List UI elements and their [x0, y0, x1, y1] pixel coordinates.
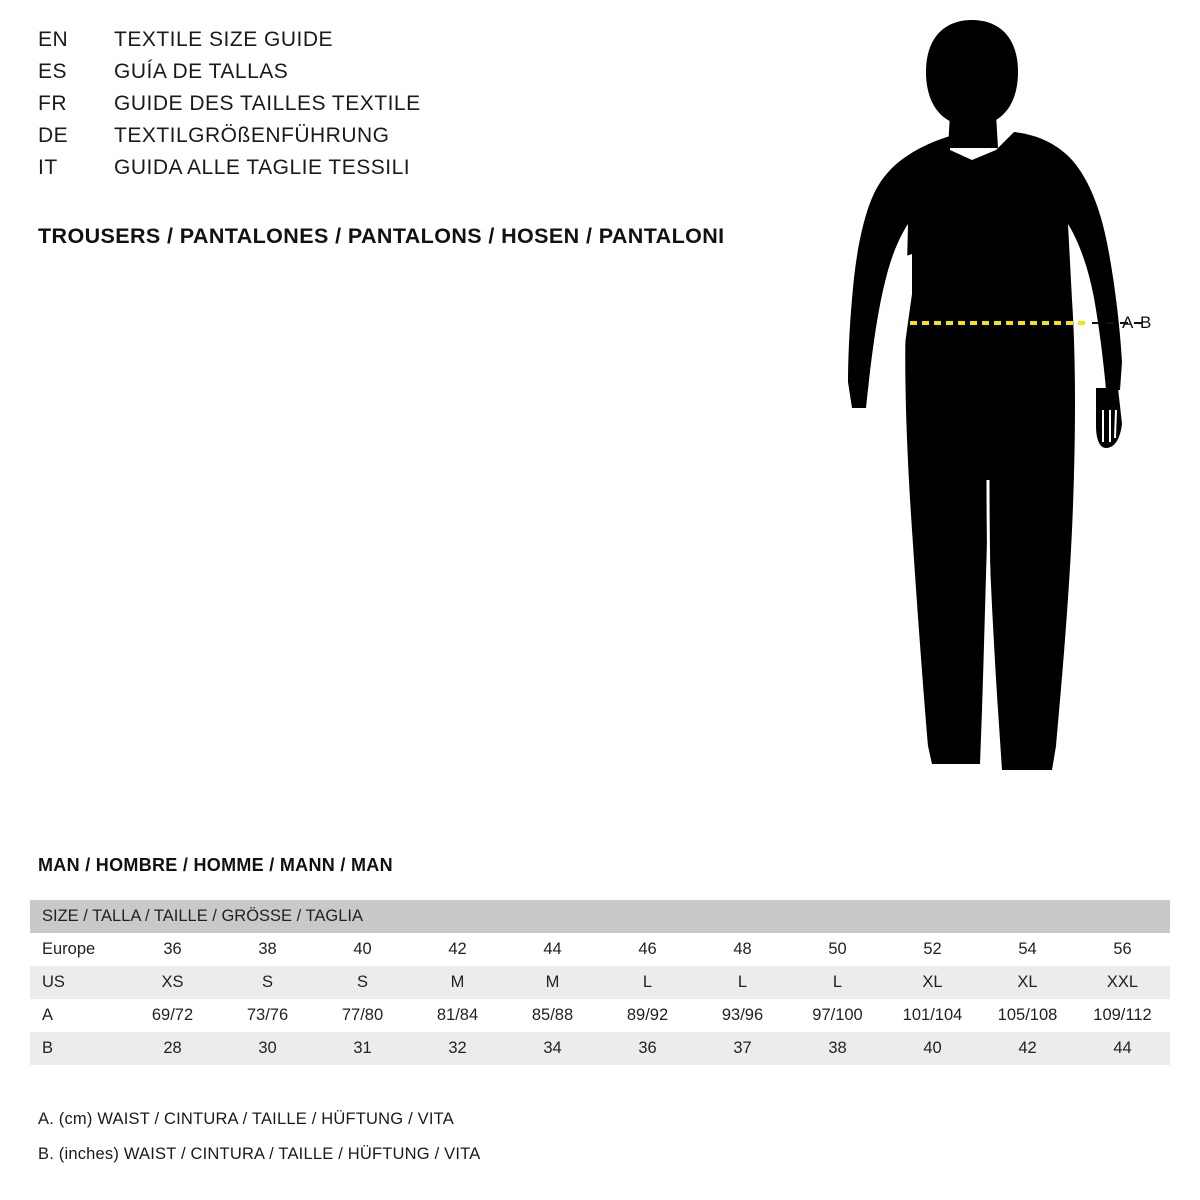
table-header-row [30, 900, 1170, 933]
table-cell: 42 [980, 1032, 1075, 1065]
table-cell: 109/112 [1075, 999, 1170, 1032]
table-cell: 34 [505, 1032, 600, 1065]
garment-type-title: TROUSERS / PANTALONES / PANTALONS / HOSEN / PANTALONI [38, 224, 725, 248]
table-cell: XL [980, 966, 1075, 999]
row-label: A [30, 999, 125, 1032]
table-cell: 36 [600, 1032, 695, 1065]
male-figure-illustration [800, 10, 1200, 800]
table-cell: 77/80 [315, 999, 410, 1032]
table-cell: 31 [315, 1032, 410, 1065]
table-cell: S [220, 966, 315, 999]
table-cell: M [410, 966, 505, 999]
table-row [30, 966, 1170, 999]
language-text: TEXTILGRÖßENFÜHRUNG [114, 124, 390, 147]
language-row [38, 60, 798, 92]
table-cell: 37 [695, 1032, 790, 1065]
table-cell: 85/88 [505, 999, 600, 1032]
table-cell: 28 [125, 1032, 220, 1065]
table-cell: 56 [1075, 933, 1170, 966]
table-cell: 93/96 [695, 999, 790, 1032]
table-cell: 40 [315, 933, 410, 966]
language-text: TEXTILE SIZE GUIDE [114, 28, 334, 51]
table-cell: 50 [790, 933, 885, 966]
table-cell: L [695, 966, 790, 999]
table-cell: 46 [600, 933, 695, 966]
table-cell: 44 [1075, 1032, 1170, 1065]
table-header-label: SIZE / TALLA / TAILLE / GRÖSSE / TAGLIA [30, 900, 1170, 933]
language-row [38, 28, 798, 60]
language-text: GUÍA DE TALLAS [114, 60, 289, 83]
language-code: FR [38, 92, 67, 115]
table-cell: 105/108 [980, 999, 1075, 1032]
measure-label-ab: A-B [1122, 313, 1152, 332]
language-code: EN [38, 28, 69, 51]
language-title-block [38, 28, 798, 188]
row-label: US [30, 966, 125, 999]
table-row [30, 1032, 1170, 1065]
table-cell: 38 [220, 933, 315, 966]
table-cell: XS [125, 966, 220, 999]
table-row [30, 999, 1170, 1032]
table-cell: 54 [980, 933, 1075, 966]
table-cell: S [315, 966, 410, 999]
table-cell: M [505, 966, 600, 999]
table-cell: 101/104 [885, 999, 980, 1032]
table-cell: L [600, 966, 695, 999]
language-code: ES [38, 60, 68, 83]
silhouette-shape [848, 20, 1122, 770]
size-table [30, 900, 1170, 1065]
language-row [38, 92, 798, 124]
table-cell: 38 [790, 1032, 885, 1065]
table-section-label: MAN / HOMBRE / HOMME / MANN / MAN [38, 855, 393, 875]
table-cell: 40 [885, 1032, 980, 1065]
footnote-b: B. (inches) WAIST / CINTURA / TAILLE / HÜFTUNG / VITA [38, 1145, 481, 1163]
table-cell: 30 [220, 1032, 315, 1065]
table-cell: 36 [125, 933, 220, 966]
table-row [30, 933, 1170, 966]
table-cell: XXL [1075, 966, 1170, 999]
table-cell: 52 [885, 933, 980, 966]
table-cell: L [790, 966, 885, 999]
table-cell: 32 [410, 1032, 505, 1065]
table-cell: 81/84 [410, 999, 505, 1032]
language-text: GUIDA ALLE TAGLIE TESSILI [114, 156, 411, 179]
table-cell: XL [885, 966, 980, 999]
language-code: IT [38, 156, 58, 179]
language-row [38, 124, 798, 156]
table-cell: 97/100 [790, 999, 885, 1032]
row-label: Europe [30, 933, 125, 966]
table-cell: 48 [695, 933, 790, 966]
table-cell: 73/76 [220, 999, 315, 1032]
language-code: DE [38, 124, 69, 147]
language-text: GUIDE DES TAILLES TEXTILE [114, 92, 421, 115]
language-row [38, 156, 798, 188]
table-cell: 89/92 [600, 999, 695, 1032]
table-cell: 69/72 [125, 999, 220, 1032]
table-cell: 44 [505, 933, 600, 966]
table-cell: 42 [410, 933, 505, 966]
row-label: B [30, 1032, 125, 1065]
footnote-a: A. (cm) WAIST / CINTURA / TAILLE / HÜFTUNG / VITA [38, 1110, 454, 1128]
